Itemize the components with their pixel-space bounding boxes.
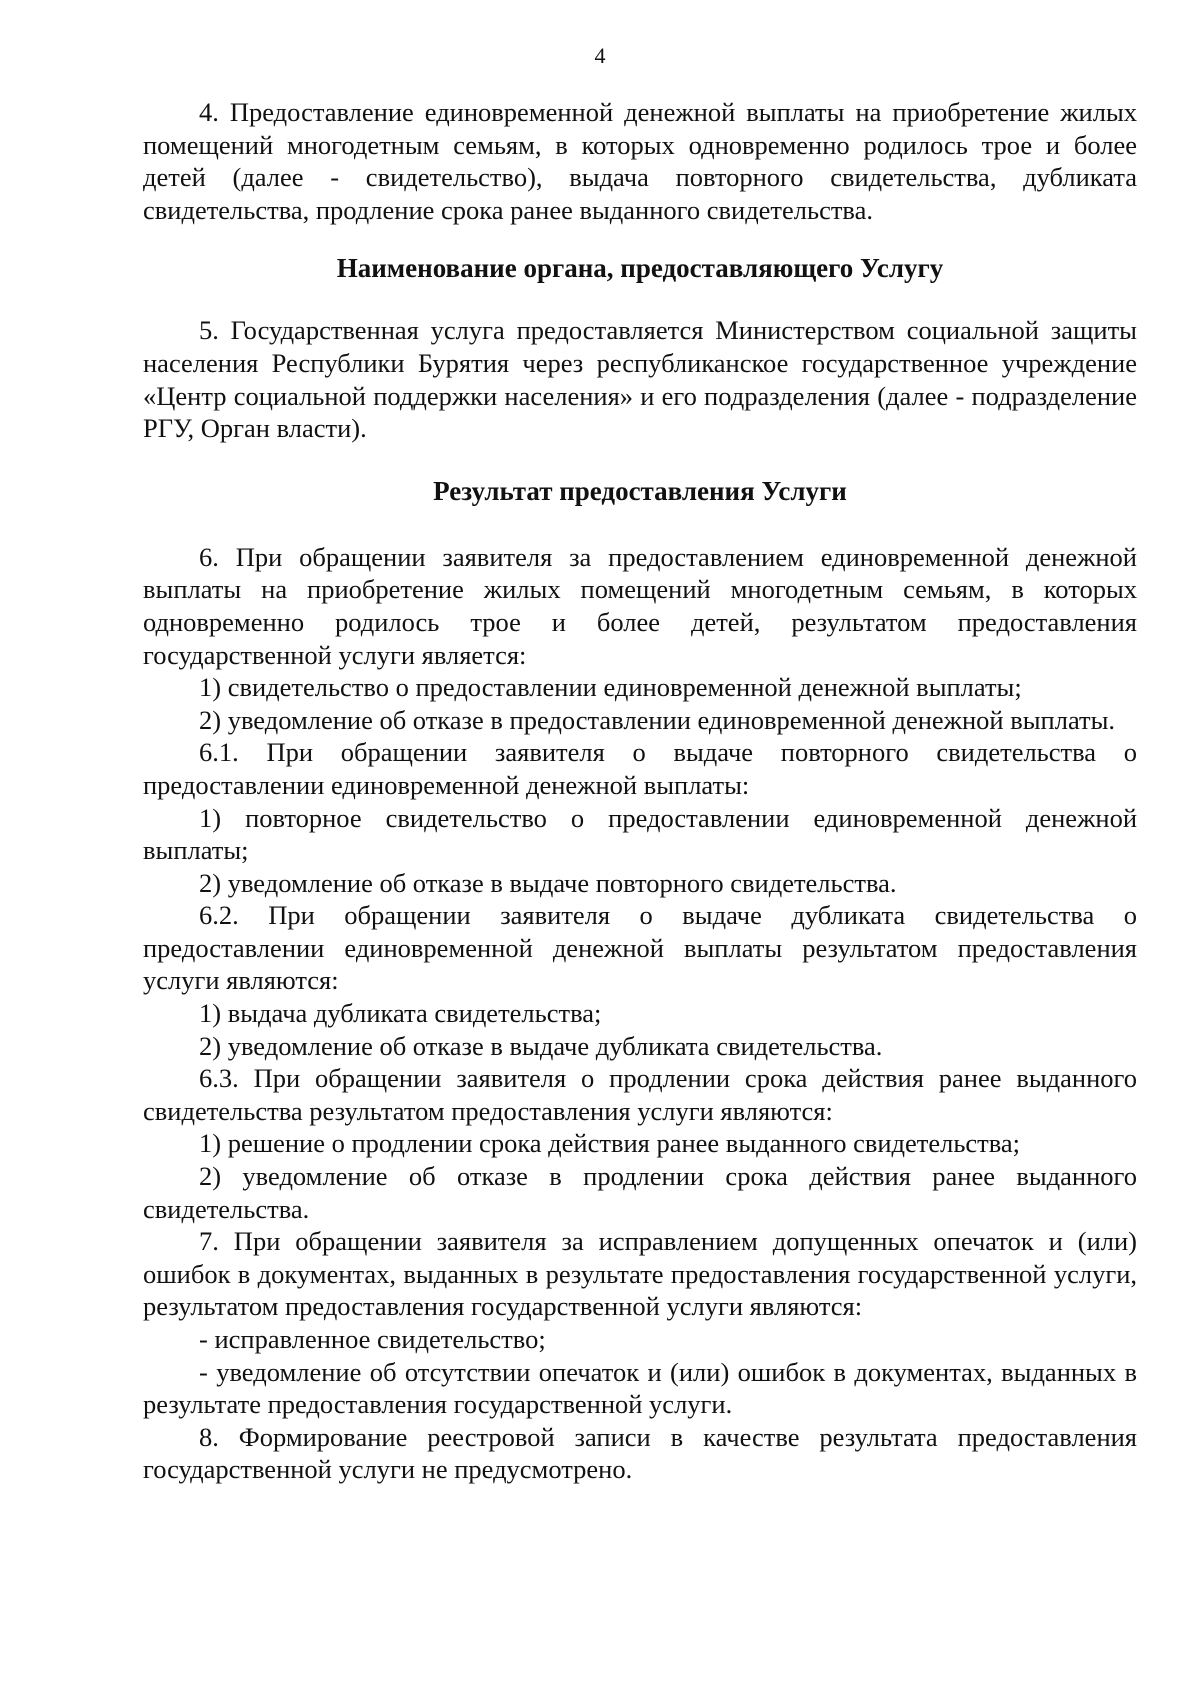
paragraph-4: 4. Предоставление единовременной денежной выплаты на приобретение жилых помещений многодетным семьям, в которых одновременно родилось трое и более детей (далее - свидетельство), выдача повторного свидетельства, дубликата свидетельства, продление срока ранее выданного свидетельства. (143, 97, 1137, 225)
paragraph-7-item-2: - уведомление об отсутствии опечаток и (или) ошибок в документах, выданных в результате предоставления государственной услуги. (143, 1356, 1137, 1420)
page-number: 4 (594, 43, 606, 68)
paragraph-6-2-item-2: 2) уведомление об отказе в выдаче дубликата свидетельства. (199, 1030, 883, 1061)
paragraph-6-item-1: 1) свидетельство о предоставлении единовременной денежной выплаты; (199, 672, 1022, 703)
paragraph-6-item-2: 2) уведомление об отказе в предоставлении единовременной денежной выплаты. (199, 704, 1116, 735)
paragraph-6-1-item-1: 1) повторное свидетельство о предоставлении единовременной денежной выплаты; (143, 802, 1137, 866)
paragraph-6-3-item-1: 1) решение о продлении срока действия ранее выданного свидетельства; (199, 1128, 1021, 1159)
paragraph-8: 8. Формирование реестровой записи в качестве результата предоставления государственной услуги не предусмотрено. (143, 1421, 1137, 1485)
paragraph-6-1-item-2: 2) уведомление об отказе в выдаче повторного свидетельства. (199, 867, 897, 898)
paragraph-6-3-item-2: 2) уведомление об отказе в продлении срока действия ранее выданного свидетельства. (143, 1161, 1137, 1224)
heading-result: Результат предоставления Услуги (433, 475, 847, 506)
paragraph-5: 5. Государственная услуга предоставляется Министерством социальной защиты населения Республики Бурятия через республиканское государственное учреждение «Центр социальной поддержки населения» и его подразделения (далее - подразделение РГУ, Орган власти). (143, 315, 1137, 444)
paragraph-7: 7. При обращении заявителя за исправлением допущенных опечаток и (или) ошибок в документах, выданных в результате предоставления государственной услуги, результатом предоставления государственной услуги являются: (143, 1226, 1137, 1322)
paragraph-6-1: 6.1. При обращении заявителя о выдаче повторного свидетельства о предоставлении единовременной денежной выплаты: (143, 737, 1137, 800)
document-body (143, 96, 1137, 1486)
paragraph-6: 6. При обращении заявителя за предоставлением единовременной денежной выплаты на приобретение жилых помещений многодетным семьям, в которых одновременно родилось трое и более детей, результатом предоставления государственной услуги является: (143, 541, 1137, 670)
paragraph-6-2: 6.2. При обращении заявителя о выдаче дубликата свидетельства о предоставлении единовременной денежной выплаты результатом предоставления услуги являются: (143, 900, 1137, 996)
heading-authority: Наименование органа, предоставляющего Услугу (336, 253, 944, 284)
paragraph-6-2-item-1: 1) выдача дубликата свидетельства; (199, 998, 602, 1029)
paragraph-7-item-1: - исправленное свидетельство; (199, 1324, 546, 1354)
paragraph-6-3: 6.3. При обращении заявителя о продлении срока действия ранее выданного свидетельства результатом предоставления услуги являются: (143, 1063, 1137, 1126)
